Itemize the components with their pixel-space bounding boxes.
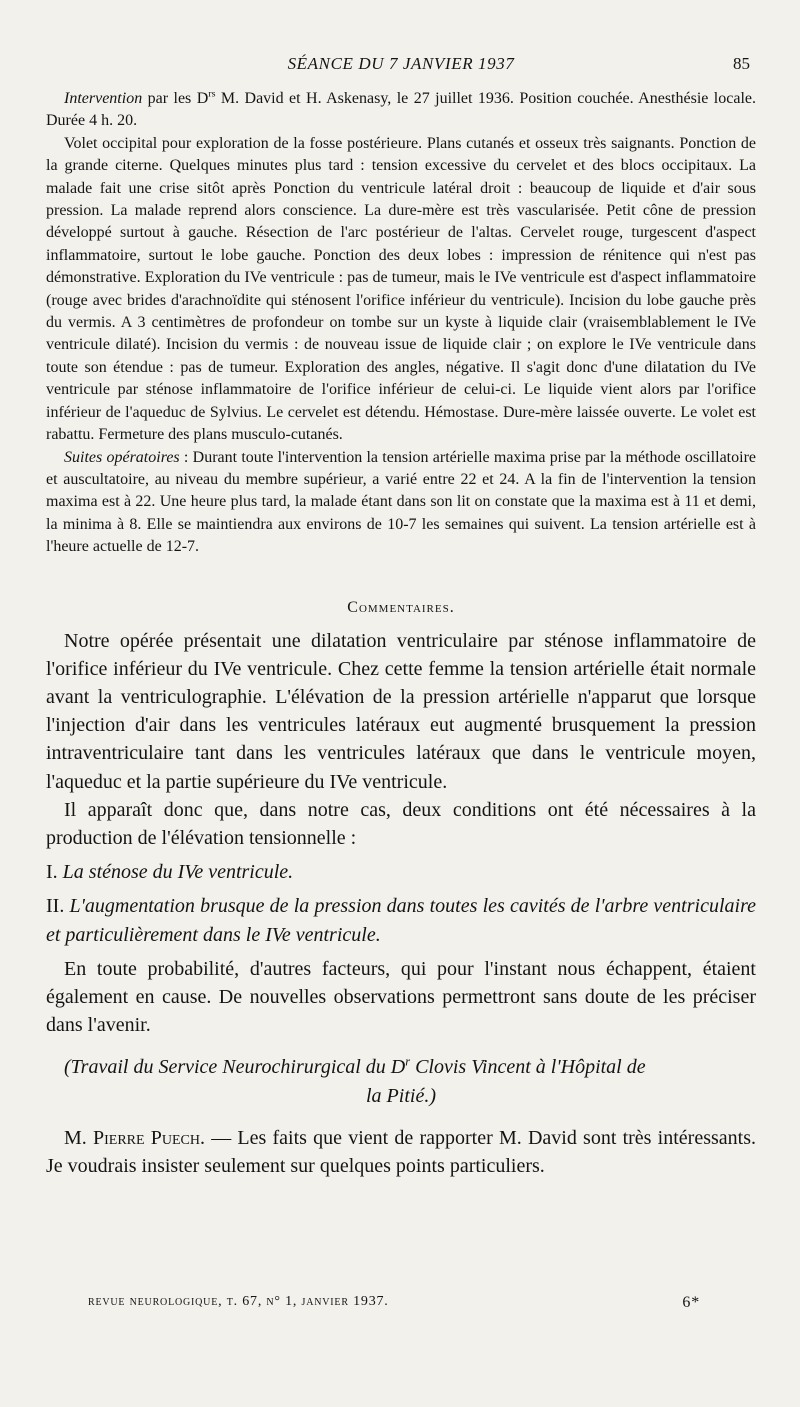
commentaires-para-2: Il apparaît donc que, dans notre cas, deux conditions ont été nécessaires à la production de l'élévation tensionnelle : (46, 798, 756, 849)
suites-paragraph (46, 447, 756, 559)
running-head-title: SÉANCE DU 7 JANVIER 1937 (287, 54, 515, 73)
journal-footer (88, 1294, 700, 1310)
condition-item-2 (46, 892, 756, 948)
discussion-text: — Les faits que vient de rapporter M. David sont très intéressants. Je voudrais insister seulement sur quelques points particuliers. (46, 1126, 756, 1177)
running-head (46, 54, 756, 80)
credit-line (46, 1053, 756, 1081)
condition-item-1-number: I. (46, 861, 63, 884)
case-report (46, 88, 756, 559)
condition-item-2-text: L'augmentation brusque de la pression dans toutes les cavités de l'arbre ventriculaire et particulièrement dans le IVe ventricule. (46, 895, 756, 946)
footer-journal: revue neurologique, t. 67, n° 1, janvier 1937. (88, 1294, 389, 1309)
credit-text-2: Clovis Vincent à l'Hôpital de (410, 1056, 646, 1079)
page-number: 85 (733, 54, 750, 73)
commentaires-body (46, 627, 756, 1181)
intervention-paragraph (46, 88, 756, 133)
condition-item-2-number: II. (46, 895, 70, 918)
discussion-paragraph (46, 1124, 756, 1180)
commentaires-para-3: En toute probabilité, d'autres facteurs, qui pour l'instant nous échappent, étaient également en cause. De nouvelles observations permettront sans doute de les préciser dans l'avenir. (46, 957, 756, 1037)
intervention-label: Intervention (64, 90, 143, 107)
suites-label: Suites opératoires (64, 448, 180, 466)
speaker-name: M. Pierre Puech. (64, 1126, 205, 1149)
condition-item-1-text: La sténose du IVe ventricule. (62, 861, 294, 884)
credit-text-1: (Travail du Service Neurochirurgical du D (64, 1056, 406, 1079)
procedure-paragraph: Volet occipital pour exploration de la fosse postérieure. Plans cutanés et osseux très saignants. Ponction de la grande citerne. Quelques minutes plus tard : tension excessive du cervelet et des blocs occipitaux. La malade fait une crise sitôt après Ponction du ventricule latéral droit : beaucoup de liquide et d'air sous pression. La malade reprend alors conscience. La dure-mère est très vascularisée. Petit cône de pression développé surtout à gauche. Résection de l'arc postérieur de l'altas. Cervelet rouge, turgescent d'aspect inflammatoire, surtout le lobe gauche. Ponction des deux lobes : impression de rénitence qui n'est pas démonstrative. Exploration du IVe ventricule : pas de tumeur, mais le IVe ventricule est d'aspect inflammatoire (rouge avec brides d'arachnoïdite qui sténosent l'orifice inférieur du ventricule). Incision du lobe gauche près du vermis. A 3 centimètres de profondeur on tombe sur un kyste à liquide clair (vraisemblablement le IVe ventricule dilaté). Incision du vermis : de nouveau issue de liquide clair ; on explore le IVe ventricule dans toute son étendue : pas de tumeur. Exploration des angles, négative. Il s'agit donc d'une dilatation du IVe ventricule par sténose inflammatoire de l'orifice inférieur de celui-ci. Le liquide vient alors par l'orifice inférieur de l'aqueduc de Sylvius. Le cervelet est détendu. Hémostase. Dure-mère laissée ouverte. Le volet est rabattu. Fermeture des plans musculo-cutanés. (46, 134, 756, 444)
condition-item-1 (46, 858, 756, 886)
commentaires-heading: Commentaires. (347, 598, 455, 616)
intervention-sup: rs (208, 88, 216, 100)
suites-text: : Durant toute l'intervention la tension artérielle maxima prise par la méthode oscillatoire et auscultatoire, au niveau du membre supérieur, a varié entre 22 et 24. A la fin de l'intervention la tension maxima est à 22. Une heure plus tard, la malade étant dans son lit on constate que la maxima est à 11 et demi, la minima à 8. Elle se maintiendra aux environs de 10-7 les semaines qui suivent. La tension artérielle est à l'heure actuelle de 12-7. (46, 448, 756, 556)
intervention-text-2: M. David et H. Askenasy, le 27 juillet 1936. Position couchée. Anesthésie locale. Durée 4 h. 20. (46, 90, 756, 130)
signature-mark: 6* (682, 1294, 700, 1311)
credit-line-end: la Pitié.) (366, 1084, 436, 1107)
commentaires-para-1: Notre opérée présentait une dilatation ventriculaire par sténose inflammatoire de l'orifice inférieur du IVe ventricule. Chez cette femme la tension artérielle était normale avant la ventriculographie. L'élévation de la pression artérielle n'apparut que lorsque l'injection d'air dans les ventricules latéraux eut augmenté brusquement la pression intraventriculaire tant dans les ventricules latéraux que dans le ventricule moyen, l'aqueduc et la partie supérieure du IVe ventricule. (46, 629, 756, 793)
intervention-text-1: par les D (142, 90, 209, 107)
credit-sup: r (405, 1054, 411, 1069)
